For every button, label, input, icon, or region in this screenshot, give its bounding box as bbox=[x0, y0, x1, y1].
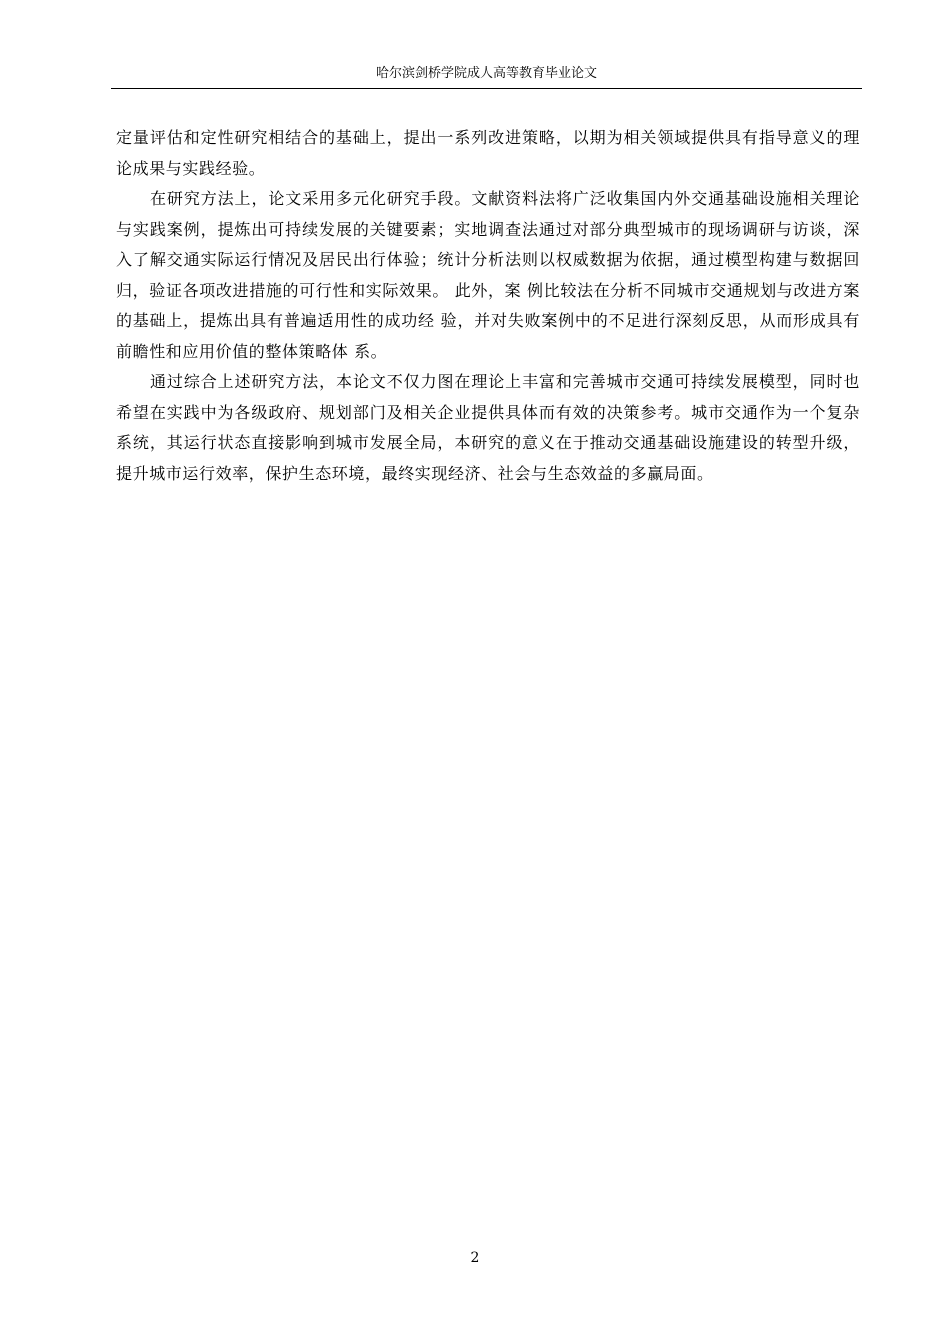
page-number: 2 bbox=[470, 1250, 480, 1266]
body-text bbox=[116, 123, 860, 489]
paragraph-continuation: 定量评估和定性研究相结合的基础上，提出一系列改进策略，以期为相关领域提供具有指导意义的理论成果与实践经验。 bbox=[116, 128, 860, 178]
paragraph-research-methods: 在研究方法上，论文采用多元化研究手段。文献资料法将广泛收集国内外交通基础设施相关理论与实践案例，提炼出可持续发展的关键要素；实地调查法通过对部分典型城市的现场调研与访谈，深入了解交通实际运行情况及居民出行体验；统计分析法则以权威数据为依据，通过模型构建与数据回归，验证各项改进措施的可行性和实际效果。 此外，案 例比较法在分析不同城市交通规划与改进方案的基础上，提炼出具有普遍适用性的成功经 验，并对失败案例中的不足进行深刻反思，从而形成具有前瞻性和应用价值的整体策略体 系。 bbox=[116, 189, 860, 361]
page-header: 哈尔滨剑桥学院成人高等教育毕业论文 bbox=[375, 66, 597, 81]
header-divider bbox=[111, 88, 862, 89]
paragraph-significance: 通过综合上述研究方法，本论文不仅力图在理论上丰富和完善城市交通可持续发展模型，同时也希望在实践中为各级政府、规划部门及相关企业提供具体而有效的决策参考。城市交通作为一个复杂系统，其运行状态直接影响到城市发展全局，本研究的意义在于推动交通基础设施建设的转型升级，提升城市运行效率，保护生态环境，最终实现经济、社会与生态效益的多赢局面。 bbox=[116, 372, 860, 483]
